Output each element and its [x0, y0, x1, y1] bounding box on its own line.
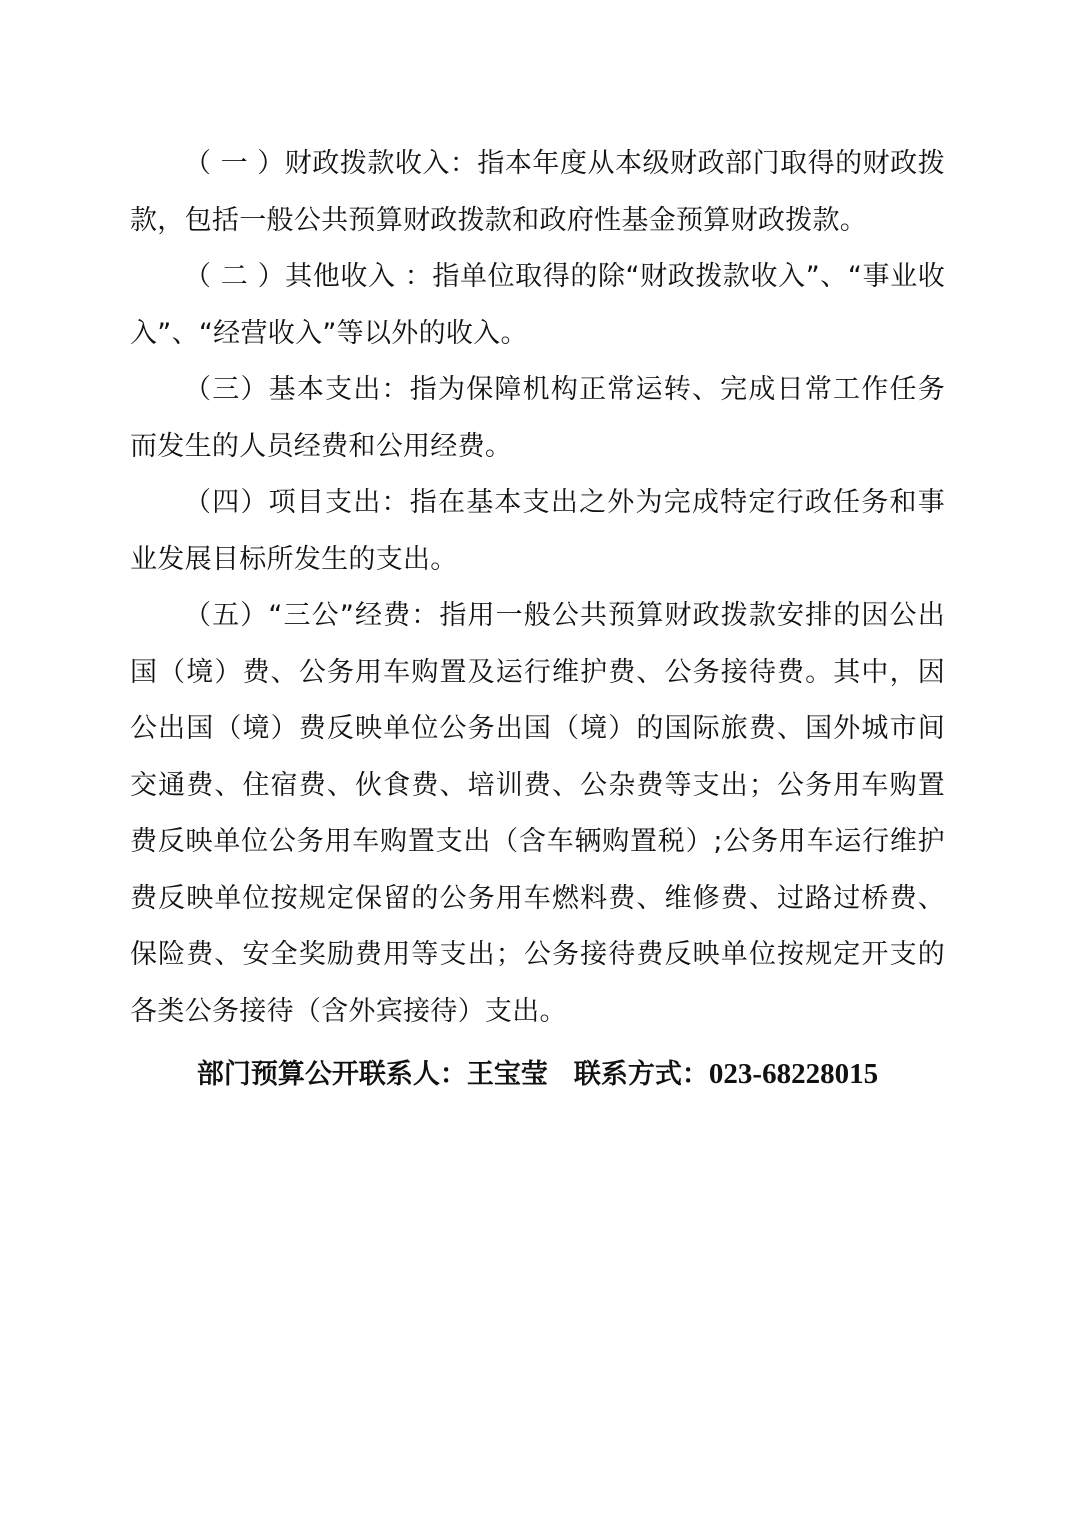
paragraph-project-expenditure: （四）项目支出：指在基本支出之外为完成特定行政任务和事业发展目标所发生的支出。 — [130, 487, 945, 575]
contact-line — [130, 1046, 945, 1103]
paragraph-other-income: （ 二 ）其他收入 ：指单位取得的除“财政拨款收入”、“事业收入”、“经营收入”等以外的收入。 — [130, 261, 945, 349]
contact-person: 部门预算公开联系人：王宝莹 — [196, 1059, 548, 1090]
contact-phone: 023-68228015 — [708, 1058, 879, 1090]
paragraph-basic-expenditure: （三）基本支出：指为保障机构正常运转、完成日常工作任务而发生的人员经费和公用经费。 — [130, 374, 945, 462]
paragraph-fiscal-appropriation-income: （ 一 ）财政拨款收入：指本年度从本级财政部门取得的财政拨款，包括一般公共预算财政拨款和政府性基金预算财政拨款。 — [130, 148, 945, 236]
paragraph-three-public-expenses: （五）“三公”经费：指用一般公共预算财政拨款安排的因公出国（境）费、公务用车购置及运行维护费、公务接待费。其中，因公出国（境）费反映单位公务出国（境）的国际旅费、国外城市间交通费、住宿费、伙食费、培训费、公杂费等支出；公务用车购置费反映单位公务用车购置支出（含车辆购置税）;公务用车运行维护费反映单位按规定保留的公务用车燃料费、维修费、过路过桥费、保险费、安全奖励费用等支出；公务接待费反映单位按规定开支的各类公务接待（含外宾接待）支出。 — [130, 600, 945, 1027]
document-page — [130, 136, 945, 1103]
contact-method-label: 联系方式： — [573, 1059, 709, 1090]
